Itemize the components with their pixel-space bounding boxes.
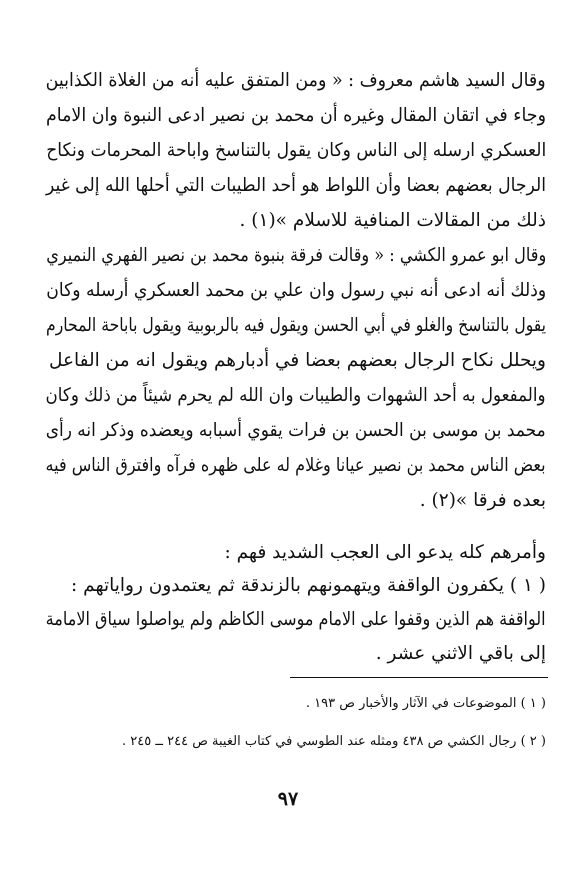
text-line: ( ١ ) يكفرون الواقفة ويتهمونهم بالزندقة ثم يعتمدون رواياتهم : (71, 575, 546, 596)
text-line: بعده فرقا »(٢) . (419, 490, 546, 511)
text-line: والمفعول به أحد الشهوات والطيبات وان الله لم يحرم شيئاً من ذلك وكان (46, 385, 546, 406)
text-line: وذلك أنه ادعى أنه نبي رسول وان علي بن محمد العسكري أرسله وكان (46, 280, 546, 301)
text-line: وأمرهم كله يدعو الى العجب الشديد فهم : (224, 542, 546, 563)
text-line: وقال ابو عمرو الكشي : « وقالت فرقة بنبوة محمد بن نصير الفهري النميري (46, 245, 546, 266)
footnote-2: ( ٢ ) رجال الكشي ص ٤٣٨ ومثله عند الطوسي في كتاب الغيبة ص ٢٤٤ ــ ٢٤٥ . (122, 734, 546, 749)
text-line: إلى باقي الاثني عشر . (375, 643, 546, 664)
footnote-1: ( ١ ) الموضوعات في الآثار والأخبار ص ١٩٣ . (305, 696, 546, 711)
text-line: بعض الناس محمد بن نصير عيانا وغلام له على ظهره فرآه وافترق الناس فيه (46, 455, 546, 476)
page-number: ٩٧ (277, 788, 299, 810)
text-line: وجاء في اتقان المقال وغيره أن محمد بن نصير ادعى النبوة وان الامام (46, 105, 546, 126)
text-line: ويحلل نكاح الرجال بعضهم بعضا في أدبارهم ويقول انه من الفاعل (48, 350, 546, 371)
text-line: يقول بالتناسخ والغلو في أبي الحسن ويقول فيه بالربوبية ويقول باباحة المحارم (46, 315, 546, 336)
text-line: محمد بن موسى بن الحسن بن فرات يقوي أسبابه ويعضده وذكر انه رأى (46, 420, 546, 441)
text-line: العسكري ارسله إلى الناس وكان يقول بالتناسخ واباحة المحرمات ونكاح (46, 140, 546, 161)
footnote-separator (290, 677, 548, 678)
text-line: وقال السيد هاشم معروف : « ومن المتفق عليه أنه من الغلاة الكذابين (46, 70, 546, 91)
text-line: الرجال بعضهم بعضا وأن اللواط هو أحد الطيبات التي أحلها الله إلى غير (46, 175, 546, 196)
text-line: الواقفة هم الذين وقفوا على الامام موسى الكاظم ولم يواصلوا سياق الامامة (46, 609, 546, 630)
text-line: ذلك من المقالات المنافية للاسلام »(١) . (239, 210, 546, 231)
